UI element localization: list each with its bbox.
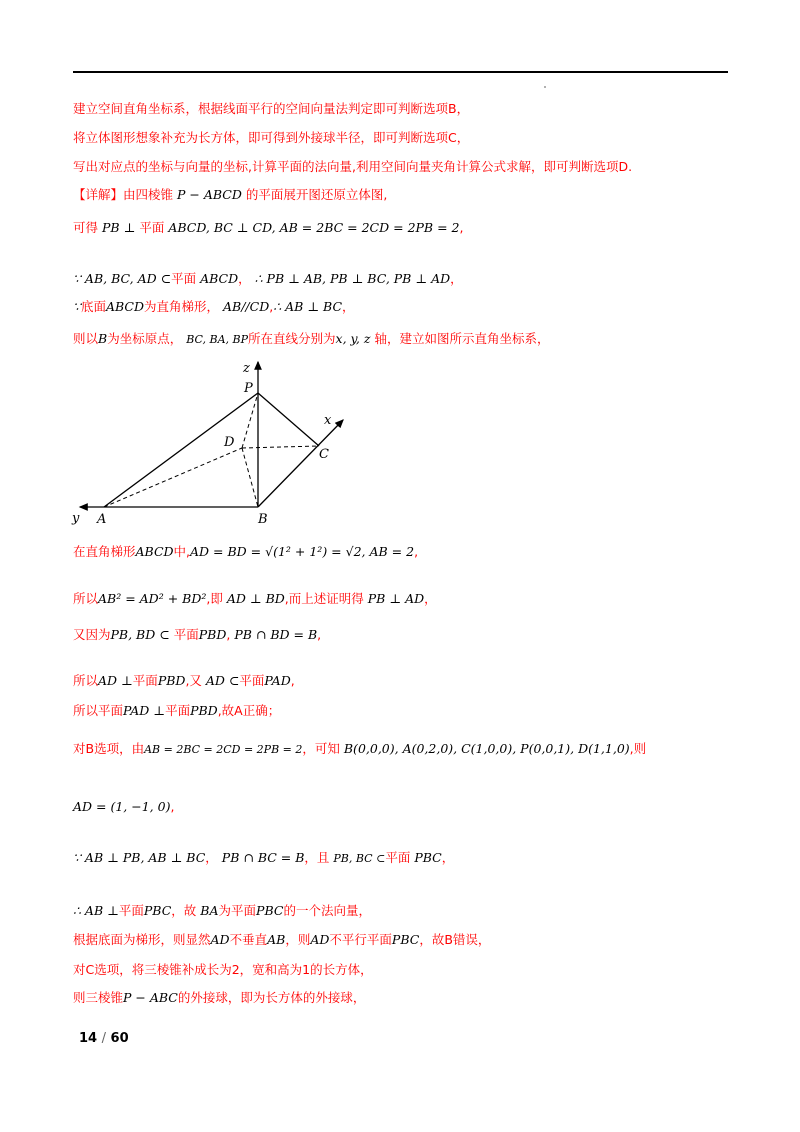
l16-math-1: ∵ AB ⊥ PB, AB ⊥ BC xyxy=(73,850,206,865)
l16-text-1: ， xyxy=(205,850,218,865)
l14-math-1: AB = 2BC = 2CD = 2PB = 2 xyxy=(144,743,303,756)
l14-text-3: ,则 xyxy=(629,741,647,756)
l11-math-1: PB, BD ⊂ xyxy=(110,627,170,642)
text-line-9 xyxy=(73,544,418,560)
page-total: 60 xyxy=(110,1031,129,1046)
text-line-1: 建立空间直角坐标系，根据线面平行的空间向量法判定即可判断选项B， xyxy=(73,101,470,116)
l12-text-1: 所以 xyxy=(73,673,99,688)
l5-math-2: ABCD, BC ⊥ CD, AB = 2BC = 2CD = 2PB = 2 xyxy=(168,220,460,235)
l14-text-1: 对B选项，由 xyxy=(73,741,145,756)
l13-math-2: PBD xyxy=(190,703,218,718)
l10-text-3: ,而上述证明得 xyxy=(284,591,364,606)
l5-text-1: 可得 xyxy=(73,220,99,235)
l6-math-1: ∵ AB, BC, AD ⊂ xyxy=(73,271,172,286)
l7-math-3: AB//CD xyxy=(223,299,270,314)
l16-text-4: ， xyxy=(441,850,455,865)
l18-text-5: ，故B错误， xyxy=(419,932,491,947)
text-line-15 xyxy=(73,799,174,815)
label-D: D xyxy=(224,435,235,450)
l11-text-3: , xyxy=(226,627,231,642)
l6-text-1: 平面 xyxy=(171,271,197,286)
l8-math-3: x, y, z xyxy=(335,331,371,346)
text-line-18 xyxy=(73,932,490,948)
l13-math-1: PAD ⊥ xyxy=(123,703,166,718)
l10-math-1: AB² = AD² + BD² xyxy=(98,591,207,606)
l6-math-2: ABCD xyxy=(200,271,239,286)
l15-math-1: AD = (1, −1, 0) xyxy=(73,799,171,814)
page-current: 14 xyxy=(79,1031,98,1046)
l12-text-2: 平面 xyxy=(132,673,158,688)
l10-math-3: PB ⊥ AD xyxy=(367,591,425,606)
x-axis xyxy=(258,420,343,507)
l8-math-1: B xyxy=(98,331,108,346)
edge-PA xyxy=(104,393,258,507)
label-P: P xyxy=(244,381,253,396)
label-x: x xyxy=(324,413,332,428)
text-line-14 xyxy=(73,741,646,758)
l6-text-2: ， xyxy=(238,271,251,286)
l16-text-3: 平面 xyxy=(385,850,411,865)
edge-AD xyxy=(104,448,242,507)
edge-DC xyxy=(242,446,319,448)
page-separator: / xyxy=(101,1031,107,1046)
l8-text-2: 为坐标原点， xyxy=(107,331,183,346)
header-rule xyxy=(73,71,728,73)
l9-math-2: AD = BD = √(1² + 1²) = √2, AB = 2 xyxy=(190,544,415,559)
detail-text-2: 的平面展开图还原立体图, xyxy=(245,187,388,202)
l17-math-2: PBC xyxy=(143,903,172,918)
l11-math-3: PB ∩ BD = B xyxy=(234,627,318,642)
label-B: B xyxy=(258,512,268,527)
l11-text-2: 平面 xyxy=(173,627,199,642)
detail-tag: 【详解】 xyxy=(73,187,124,202)
l6-math-3: ∴ PB ⊥ AB, PB ⊥ BC, PB ⊥ AD xyxy=(254,271,451,286)
edge-DB xyxy=(242,448,258,507)
l18-math-3: AD xyxy=(310,932,330,947)
l12-text-3: ,又 xyxy=(185,673,202,688)
l20-text-1: 则三棱锥 xyxy=(73,990,124,1005)
l10-text-2: ,即 xyxy=(206,591,223,606)
l12-text-5: , xyxy=(290,673,295,688)
l7-text-4: ， xyxy=(342,299,355,314)
header-dot xyxy=(544,86,546,88)
l20-math-1: P − ABC xyxy=(123,990,178,1005)
l12-text-4: 平面 xyxy=(239,673,265,688)
l17-text-3: 为平面 xyxy=(218,903,257,918)
l17-math-4: PBC xyxy=(256,903,284,918)
l9-text-1: 在直角梯形 xyxy=(73,544,136,559)
l8-math-2: BC, BA, BP xyxy=(186,333,249,346)
text-line-2: 将立体图形想象补充为长方体，即可得到外接球半径，即可判断选项C， xyxy=(73,130,470,145)
l14-math-2: B(0,0,0), A(0,2,0), C(1,0,0), P(0,0,1), D(1,1,0) xyxy=(343,741,630,756)
l7-text-3: , xyxy=(269,299,274,314)
label-y: y xyxy=(72,511,80,526)
l7-text-2: 为直角梯形， xyxy=(144,299,220,314)
l18-text-1: 根据底面为梯形，则显然 xyxy=(73,932,211,947)
l18-math-4: PBC xyxy=(391,932,420,947)
l17-text-2: ，故 xyxy=(171,903,197,918)
text-line-6 xyxy=(73,271,463,287)
l17-text-4: 的一个法向量， xyxy=(283,903,371,918)
l12-math-4: PAD xyxy=(264,673,291,688)
coordinate-figure xyxy=(70,352,360,530)
l7-math-4: ∴ AB ⊥ BC xyxy=(273,299,343,314)
text-line-19: 对C选项，将三棱锥补成长为2，宽和高为1的长方体， xyxy=(73,962,373,977)
l10-math-2: AD ⊥ BD xyxy=(226,591,285,606)
text-line-11 xyxy=(73,627,321,643)
l9-text-2: 中, xyxy=(173,544,191,559)
l9-math-1: ABCD xyxy=(135,544,174,559)
l10-text-1: 所以 xyxy=(73,591,99,606)
text-line-20 xyxy=(73,990,365,1006)
l12-math-2: PBD xyxy=(157,673,186,688)
text-line-17 xyxy=(73,903,371,919)
detail-math: P − ABCD xyxy=(177,187,242,202)
text-line-8 xyxy=(73,331,549,348)
l13-text-1: 所以平面 xyxy=(73,703,124,718)
l12-math-3: AD ⊂ xyxy=(205,673,240,688)
l9-text-3: , xyxy=(414,544,419,559)
l15-text-1: , xyxy=(170,799,175,814)
l11-math-2: PBD xyxy=(198,627,227,642)
l13-text-3: ,故A正确； xyxy=(217,703,281,718)
detail-text-1: 由四棱锥 xyxy=(123,187,174,202)
detail-line xyxy=(73,187,387,203)
l18-text-3: ，则 xyxy=(285,932,311,947)
l7-math-2: ABCD xyxy=(105,299,144,314)
text-line-10 xyxy=(73,591,437,607)
l16-text-2: ，且 xyxy=(304,850,330,865)
text-line-13 xyxy=(73,703,280,719)
l16-math-3: PB, BC ⊂ xyxy=(333,852,386,865)
l11-text-4: , xyxy=(317,627,322,642)
l8-text-3: 所在直线分别为 xyxy=(248,331,336,346)
l18-math-1: AD xyxy=(210,932,230,947)
label-C: C xyxy=(319,447,329,462)
l17-math-1: ∴ AB ⊥ xyxy=(73,903,119,918)
page-number xyxy=(79,1031,129,1046)
l7-math-1: ∵ xyxy=(73,299,81,314)
l20-text-2: 的外接球，即为长方体的外接球， xyxy=(177,990,366,1005)
l13-text-2: 平面 xyxy=(165,703,191,718)
text-line-3: 写出对应点的坐标与向量的坐标,计算平面的法向量,利用空间向量夹角计算公式求解，即可判断选项D. xyxy=(73,159,633,174)
edge-DP xyxy=(242,393,258,448)
text-line-12 xyxy=(73,673,295,689)
l14-text-2: ，可知 xyxy=(302,741,340,756)
l8-text-4: 轴，建立如图所示直角坐标系， xyxy=(374,331,550,346)
text-line-7 xyxy=(73,299,355,315)
l5-text-2: 平面 xyxy=(139,220,165,235)
l17-math-3: BA xyxy=(200,903,219,918)
l7-text-1: 底面 xyxy=(80,299,106,314)
text-line-5 xyxy=(73,220,463,236)
label-z: z xyxy=(243,361,250,376)
l6-text-3: ， xyxy=(450,271,463,286)
l18-math-2: AB xyxy=(267,932,286,947)
l18-text-2: 不垂直 xyxy=(229,932,268,947)
l18-text-4: 不平行平面 xyxy=(329,932,392,947)
l11-text-1: 又因为 xyxy=(73,627,111,642)
edge-PC xyxy=(258,393,319,446)
l5-text-3: , xyxy=(459,220,464,235)
l8-text-1: 则以 xyxy=(73,331,99,346)
l16-math-4: PBC xyxy=(414,850,442,865)
text-line-16 xyxy=(73,850,454,867)
l16-math-2: PB ∩ BC = B xyxy=(221,850,305,865)
l10-text-4: ， xyxy=(424,591,437,606)
l12-math-1: AD ⊥ xyxy=(98,673,133,688)
label-A: A xyxy=(97,512,107,527)
l17-text-1: 平面 xyxy=(118,903,144,918)
l5-math-1: PB ⊥ xyxy=(102,220,136,235)
